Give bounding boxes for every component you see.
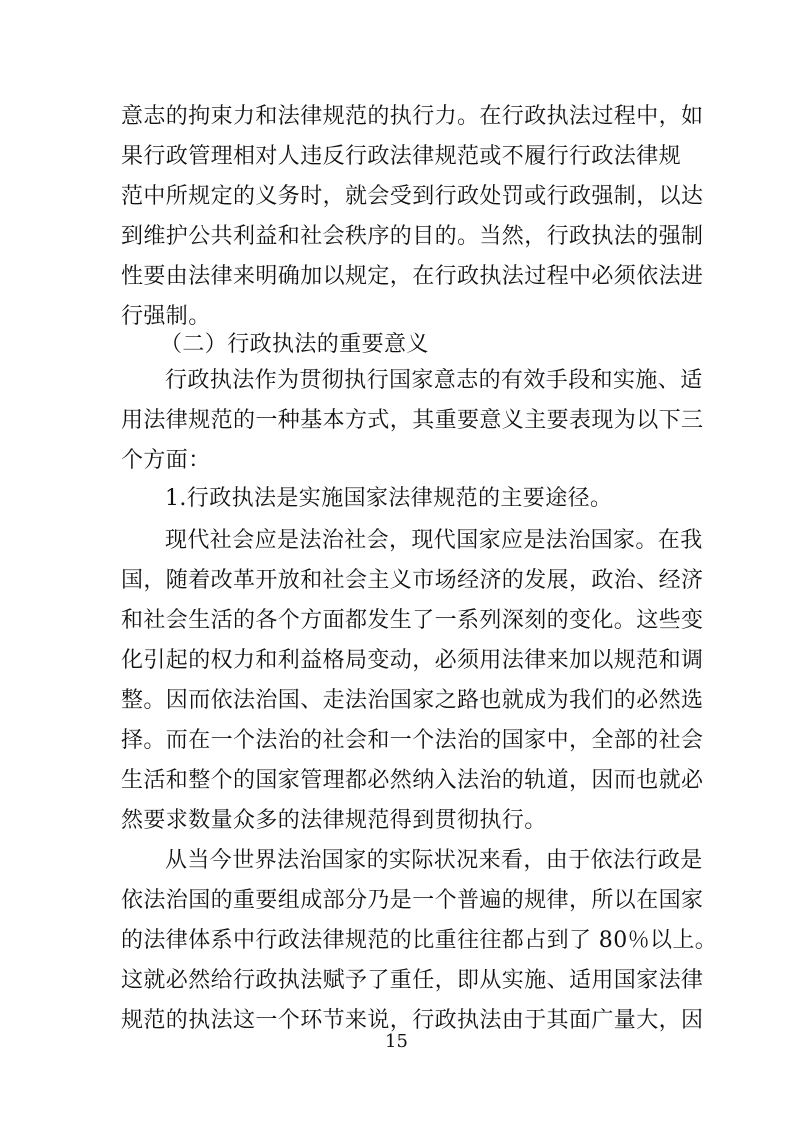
- text-line: 性要由法律来明确加以规定，在行政执法过程中必须依法进: [121, 264, 704, 289]
- text-line: 意志的拘束力和法律规范的执行力。在行政执法过程中，如: [121, 104, 704, 129]
- text-line: 到维护公共利益和社会秩序的目的。当然，行政执法的强制: [121, 224, 704, 249]
- text-line: 现代社会应是法治社会，现代国家应是法治国家。在我: [165, 528, 703, 553]
- text-line: 然要求数量众多的法律规范得到贯彻执行。: [121, 808, 547, 833]
- text-line: 用法律规范的一种基本方式，其重要意义主要表现为以下三: [121, 408, 704, 433]
- section-heading: （二）行政执法的重要意义: [160, 332, 429, 357]
- text-line: 择。而在一个法治的社会和一个法治的国家中，全部的社会: [121, 728, 704, 753]
- text-line: 从当今世界法治国家的实际状况来看，由于依法行政是: [165, 848, 703, 873]
- text-line: 整。因而依法治国、走法治国家之路也就成为我们的必然选: [121, 688, 704, 713]
- text-line: 和社会生活的各个方面都发生了一系列深刻的变化。这些变: [121, 608, 704, 633]
- text-line: 个方面：: [121, 448, 211, 473]
- text-line: 规范的执法这一个环节来说，行政执法由于其面广量大，因: [121, 1008, 704, 1033]
- text-line: 果行政管理相对人违反行政法律规范或不履行行政法律规: [121, 144, 682, 169]
- text-line: 国，随着改革开放和社会主义市场经济的发展，政治、经济: [121, 568, 704, 593]
- text-line: 的法律体系中行政法律规范的比重往往都占到了 80％以上。: [121, 928, 718, 953]
- numbered-heading: 1.行政执法是实施国家法律规范的主要途径。: [165, 486, 613, 511]
- text-line: 行政执法作为贯彻执行国家意志的有效手段和实施、适: [165, 368, 703, 393]
- text-line: 生活和整个的国家管理都必然纳入法治的轨道，因而也就必: [121, 768, 704, 793]
- text-line: 这就必然给行政执法赋予了重任，即从实施、适用国家法律: [121, 968, 704, 993]
- text-line: 化引起的权力和利益格局变动，必须用法律来加以规范和调: [121, 648, 704, 673]
- text-line: 范中所规定的义务时，就会受到行政处罚或行政强制，以达: [121, 184, 704, 209]
- page-number: 15: [385, 1031, 408, 1052]
- text-line: 行强制。: [121, 304, 211, 329]
- text-line: 依法治国的重要组成部分乃是一个普遍的规律，所以在国家: [121, 888, 704, 913]
